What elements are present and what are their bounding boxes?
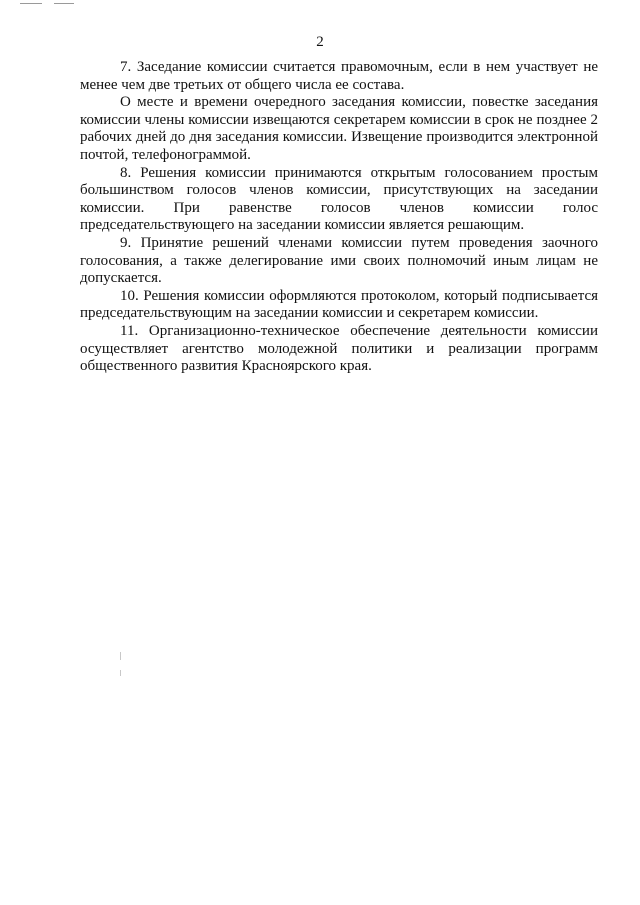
paragraph-meeting-notice: О месте и времени очередного заседания комиссии, повестке заседания комиссии члены комиссии извещаются секретарем комиссии в срок не позднее 2 рабочих дней до дня заседания комиссии. Извещение производится электронной почтой, телефонограммой. <box>80 94 598 163</box>
scan-edge-mark <box>54 3 74 4</box>
paragraph-item-11: 11. Организационно-техническое обеспечение деятельности комиссии осуществляет агентство молодежной политики и реализации программ общественного развития Красноярского края. <box>80 322 598 375</box>
paragraph-item-10: 10. Решения комиссии оформляются протоколом, который подписывается председательствующим на заседании комиссии и секретарем комиссии. <box>80 287 598 322</box>
page-number: 2 <box>316 34 324 50</box>
document-body <box>80 59 598 376</box>
paragraph-item-9: 9. Принятие решений членами комиссии путем проведения заочного голосования, а также делегирование ими своих полномочий иным лицам не допускается. <box>80 234 598 287</box>
scan-speck <box>120 652 121 660</box>
paragraph-item-7: 7. Заседание комиссии считается правомочным, если в нем участвует не менее чем две третьих от общего числа ее состава. <box>80 59 598 93</box>
scan-speck <box>120 670 121 676</box>
paragraph-item-8: 8. Решения комиссии принимаются открытым голосованием простым большинством голосов членов комиссии, присутствующих на заседании комиссии. При равенстве голосов членов комиссии голос председательствующего на заседании комиссии является решающим. <box>80 164 598 234</box>
scan-edge-mark <box>20 3 42 4</box>
